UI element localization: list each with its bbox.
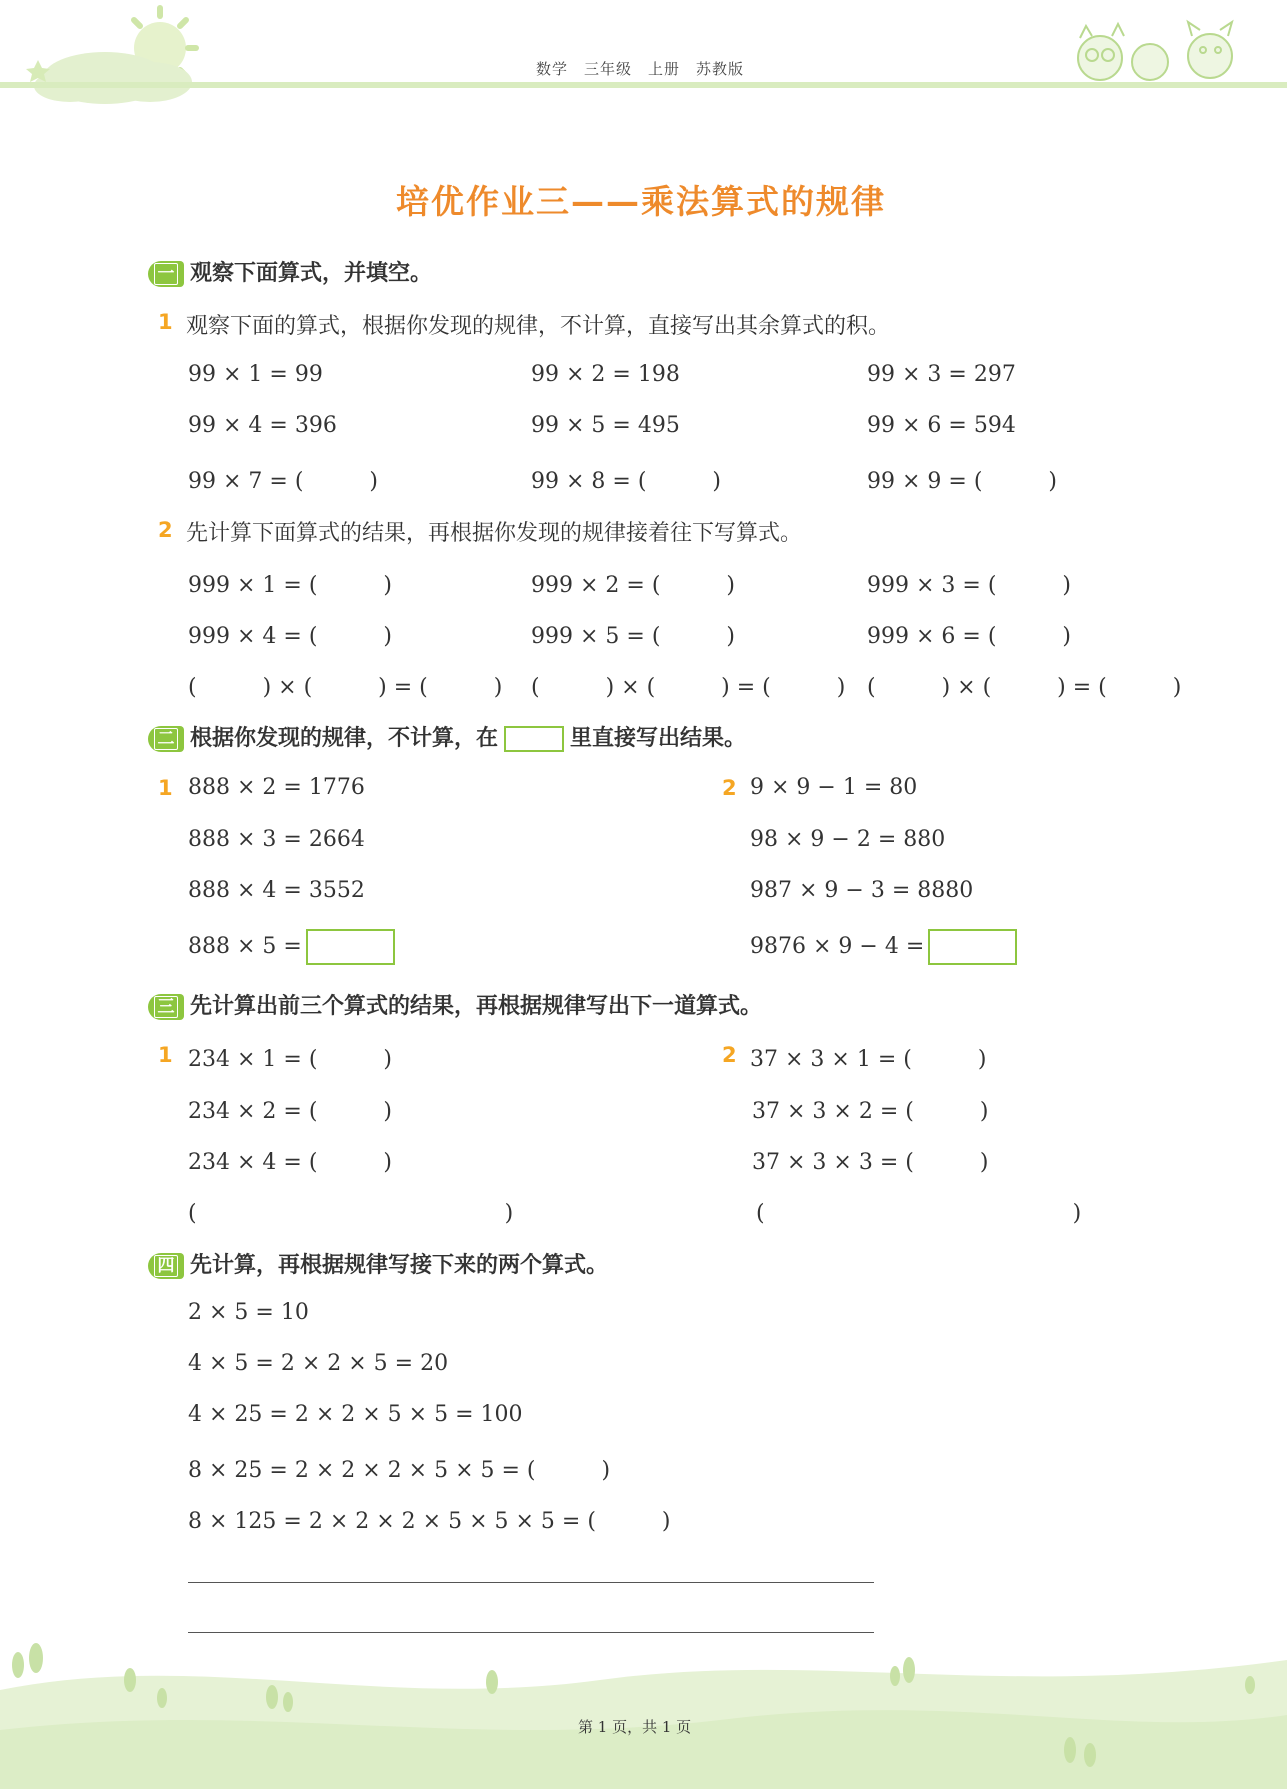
section-1-title: 观察下面算式，并填空。	[190, 261, 433, 286]
equation-blank[interactable]: ( )	[756, 1201, 1082, 1226]
section-2-title-a: 根据你发现的规律，不计算，在	[190, 726, 499, 751]
equation: 888 × 3 = 2664	[188, 827, 365, 852]
section-3-heading	[148, 989, 762, 1020]
section-2-title-b: 里直接写出结果。	[570, 726, 747, 751]
section-3-badge: 三	[148, 994, 184, 1020]
section-2-badge: 二	[148, 726, 184, 752]
q1-1-text: 观察下面的算式，根据你发现的规律，不计算，直接写出其余算式的积。	[186, 314, 891, 339]
equation: 99 × 4 = 396	[188, 413, 337, 438]
q1-2-text: 先计算下面算式的结果，再根据你发现的规律接着往下写算式。	[186, 521, 803, 546]
answer-box-sample	[504, 726, 564, 752]
section-3-title: 先计算出前三个算式的结果，再根据规律写出下一道算式。	[190, 994, 763, 1019]
equation-blank[interactable]: 99 × 8 = ( )	[531, 469, 721, 494]
equation-blank[interactable]: 999 × 6 = ( )	[867, 624, 1071, 649]
page-footer: 第 1 页，共 1 页	[578, 1718, 692, 1736]
answer-box[interactable]	[306, 929, 395, 965]
equation-blank[interactable]: 37 × 3 × 3 = ( )	[752, 1150, 989, 1175]
equation: 99 × 5 = 495	[531, 413, 680, 438]
equation-blank[interactable]: 234 × 4 = ( )	[188, 1150, 392, 1175]
q2-2-number: 2	[722, 776, 737, 800]
page-title: 培优作业三——乘法算式的规律	[396, 182, 886, 221]
equation-blank[interactable]: 999 × 1 = ( )	[188, 573, 392, 598]
equation-blank[interactable]: ( )	[188, 1201, 514, 1226]
equation: 99 × 6 = 594	[867, 413, 1016, 438]
equation: 987 × 9 − 3 = 8880	[750, 878, 974, 903]
equation: 888 × 4 = 3552	[188, 878, 365, 903]
q3-1-number: 1	[158, 1043, 173, 1067]
equation: 888 × 2 = 1776	[188, 775, 365, 800]
equation-blank[interactable]: 234 × 2 = ( )	[188, 1099, 392, 1124]
q1-1-number: 1	[158, 310, 173, 334]
equation: 98 × 9 − 2 = 880	[750, 827, 946, 852]
equation-with-box: 9876 × 9 − 4 =	[750, 929, 1017, 965]
equation-blank[interactable]: 999 × 4 = ( )	[188, 624, 392, 649]
answer-line-1[interactable]	[188, 1582, 874, 1583]
equation: 4 × 25 = 2 × 2 × 5 × 5 = 100	[188, 1402, 523, 1427]
equation: 99 × 3 = 297	[867, 362, 1016, 387]
equation: 99 × 2 = 198	[531, 362, 680, 387]
equation-blank[interactable]: 999 × 2 = ( )	[531, 573, 735, 598]
q3-2-number: 2	[722, 1043, 737, 1067]
equation-blank[interactable]: 234 × 1 = ( )	[188, 1047, 392, 1072]
section-4-heading	[148, 1248, 608, 1279]
sun-cloud-icon	[26, 8, 196, 104]
equation-blank[interactable]: ( ) × ( ) = ( )	[867, 675, 1182, 700]
section-2-heading	[148, 721, 746, 752]
equation-with-box: 888 × 5 =	[188, 929, 395, 965]
equation: 99 × 1 = 99	[188, 362, 323, 387]
equation-blank[interactable]: ( ) × ( ) = ( )	[531, 675, 846, 700]
q1-2-number: 2	[158, 518, 173, 542]
animal-mascots-icon	[1078, 22, 1232, 80]
equation: 2 × 5 = 10	[188, 1300, 309, 1325]
section-4-title: 先计算，再根据规律写接下来的两个算式。	[190, 1253, 609, 1278]
equation-blank[interactable]: 999 × 5 = ( )	[531, 624, 735, 649]
section-1-heading	[148, 256, 432, 287]
equation-blank[interactable]: 37 × 3 × 1 = ( )	[750, 1047, 987, 1072]
answer-box[interactable]	[928, 929, 1017, 965]
section-1-badge: 一	[148, 261, 184, 287]
header-text: 数学 三年级 上册 苏教版	[536, 60, 745, 78]
equation-blank[interactable]: 8 × 125 = 2 × 2 × 2 × 5 × 5 × 5 = ( )	[188, 1509, 671, 1534]
equation-blank[interactable]: 99 × 9 = ( )	[867, 469, 1057, 494]
landscape-decoration	[0, 1620, 1287, 1789]
equation: 9 × 9 − 1 = 80	[750, 775, 918, 800]
q2-1-number: 1	[158, 776, 173, 800]
equation-blank[interactable]: 99 × 7 = ( )	[188, 469, 378, 494]
equation: 4 × 5 = 2 × 2 × 5 = 20	[188, 1351, 449, 1376]
header-stripe	[0, 82, 1287, 88]
section-4-badge: 四	[148, 1253, 184, 1279]
equation-blank[interactable]: 37 × 3 × 2 = ( )	[752, 1099, 989, 1124]
equation-blank[interactable]: 999 × 3 = ( )	[867, 573, 1071, 598]
equation-blank[interactable]: 8 × 25 = 2 × 2 × 2 × 5 × 5 = ( )	[188, 1458, 611, 1483]
equation-blank[interactable]: ( ) × ( ) = ( )	[188, 675, 503, 700]
